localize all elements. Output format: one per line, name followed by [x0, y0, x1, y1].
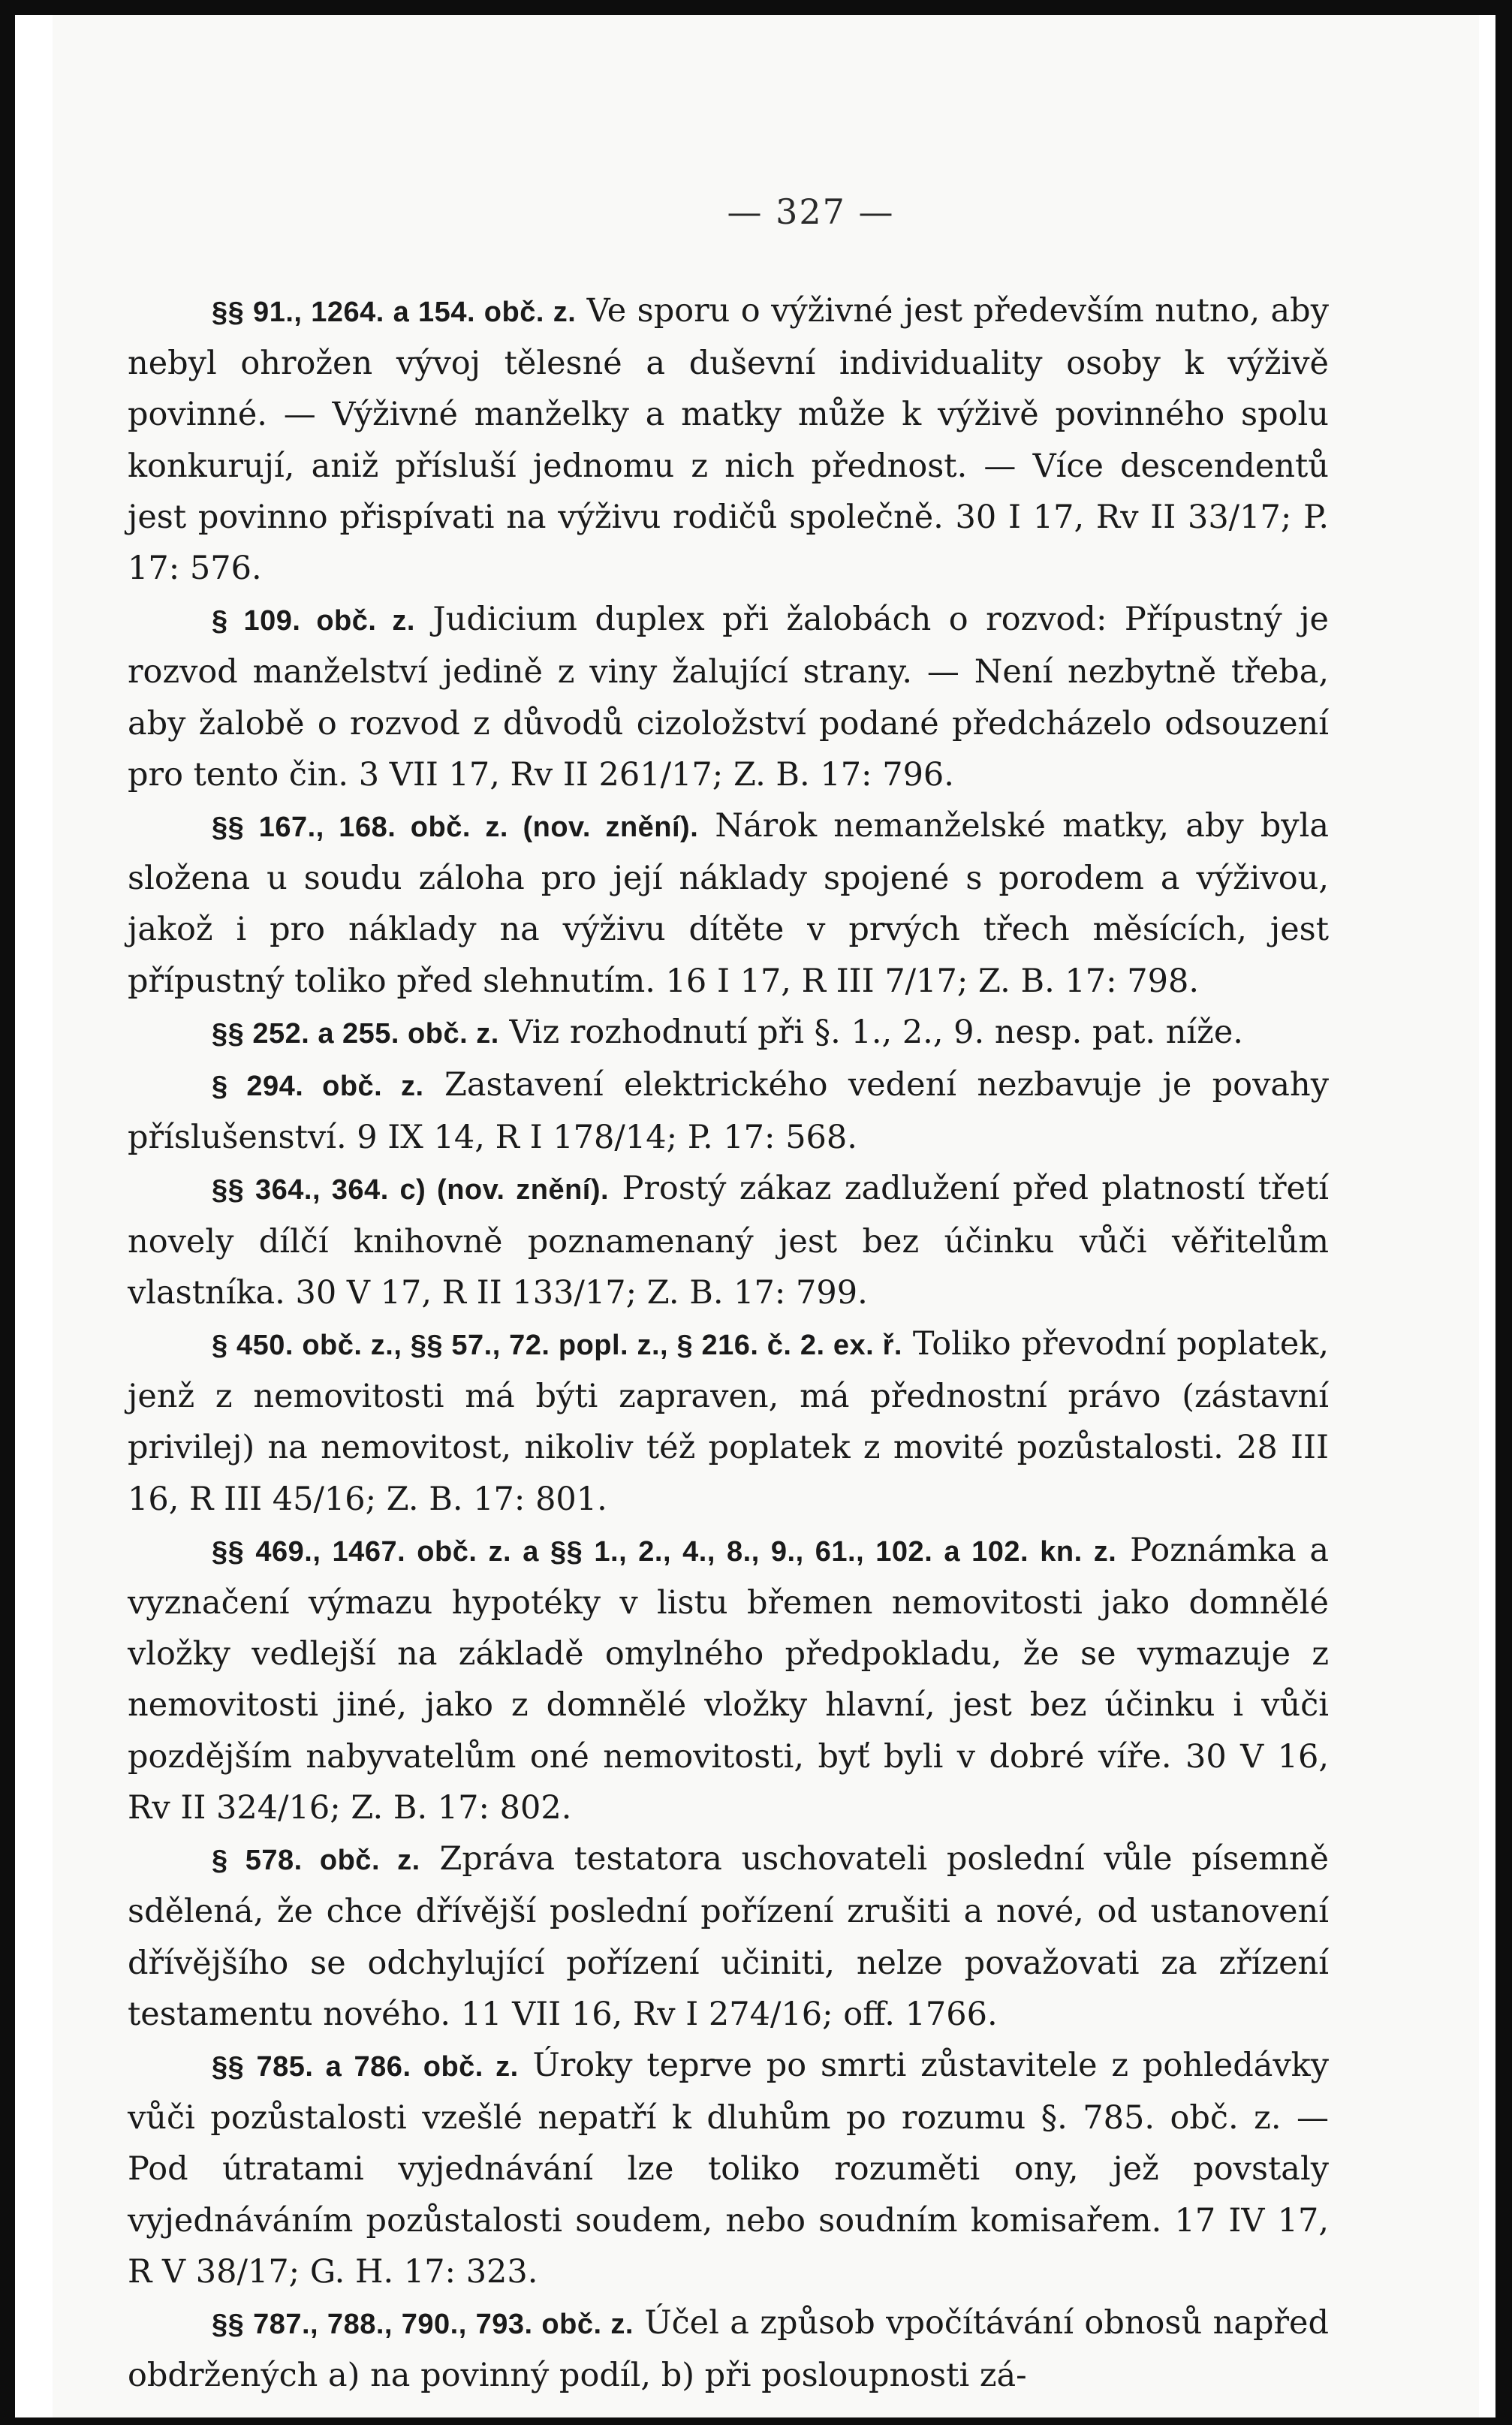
entry — [128, 2040, 1329, 2297]
entry-text: Toliko převodní poplatek, jenž z nemovitosti má býti zapraven, má přednostní právo (zástavní privilej) na nemovitost, nikoliv též poplatek z movité pozůstalosti. 28 III 16, R III 45/16; Z. B. 17: 801. — [128, 1325, 1329, 1518]
entry-reference: §§ 91., 1264. a 154. obč. z. — [212, 297, 577, 328]
entry-text: Zastavení elektrického vedení nezbavuje je povahy příslušenství. 9 IX 14, R I 178/14; P. 17: 568. — [128, 1066, 1329, 1157]
entry-reference: § 109. obč. z. — [212, 605, 415, 637]
entry-reference: §§ 167., 168. obč. z. (nov. znění). — [212, 812, 699, 844]
entry — [128, 1007, 1329, 1059]
entry-reference: § 294. obč. z. — [212, 1071, 424, 1103]
entry — [128, 2297, 1329, 2401]
entry — [128, 800, 1329, 1007]
entry-reference: §§ 364., 364. c) (nov. znění). — [212, 1174, 610, 1206]
entry — [128, 1525, 1329, 1833]
page-number: — 327 — — [727, 191, 895, 232]
entry — [128, 594, 1329, 800]
book-page — [53, 15, 1479, 2417]
entry-reference: §§ 785. a 786. obč. z. — [212, 2050, 519, 2083]
entry — [128, 1163, 1329, 1318]
entry-reference: §§ 252. a 255. obč. z. — [212, 1017, 499, 1050]
entry-reference: § 578. obč. z. — [212, 1845, 420, 1877]
entry-text: Nárok nemanželské matky, aby byla složena u soudu záloha pro její náklady spojené s porodem a výživou, jakož i pro náklady na výživu dítěte v prvých třech měsících, jest přípustný toliko před slehnutím. 16 I 17, R III 7/17; Z. B. 17: 798. — [128, 807, 1329, 1000]
entry-text: Viz rozhodnutí při §. 1., 2., 9. nesp. pat. níže. — [498, 1013, 1243, 1051]
entry-reference: §§ 787., 788., 790., 793. obč. z. — [212, 2308, 634, 2340]
entry-text: Poznámka a vyznačení výmazu hypotéky v listu břemen nemovitosti jako domnělé vložky vedlejší na základě omylného předpokladu, že se vymazuje z nemovitosti jiné, jako z domnělé vložky hlavní, jest bez účinku i vůči pozdějším nabyvatelům oné nemovitosti, byť byli v dobré víře. 30 V 16, Rv II 324/16; Z. B. 17: 802. — [128, 1531, 1329, 1827]
entry — [128, 1318, 1329, 1525]
entry-reference: § 450. obč. z., §§ 57., 72. popl. z., § 216. č. 2. ex. ř. — [212, 1330, 902, 1362]
entry-text: Úroky teprve po smrti zůstavitele z pohledávky vůči pozůstalosti vzešlé nepatří k dluhům po rozumu §. 785. obč. z. — Pod útratami vyjednávání lze toliko rozuměti ony, jež povstaly vyjednáváním pozůstalosti soudem, nebo soudním komisařem. 17 IV 17, R V 38/17; G. H. 17: 323. — [128, 2046, 1330, 2291]
entry — [128, 1833, 1329, 2040]
entry — [128, 285, 1329, 594]
entry-text: Účel a způsob vpočítávání obnosů napřed obdržených a) na povinný podíl, b) při posloupnosti zá- — [128, 2303, 1330, 2395]
entry — [128, 1059, 1329, 1163]
entry-text: Ve sporu o výživné jest především nutno, aby nebyl ohrožen vývoj tělesné a duševní individuality osoby k výživě povinné. — Výživné manželky a matky může k výživě povinného spolu konkurují, aniž přísluší jednomu z nich přednost. — Více descendentů jest povinno přispívati na výživu rodičů společně. 30 I 17, Rv II 33/17; P. 17: 576. — [128, 292, 1329, 588]
entry-text: Zpráva testatora uschovateli poslední vůle písemně sdělená, že chce dřívější poslední pořízení zrušiti a nové, od ustanovení dřívějšího se odchylující pořízení učiniti, nelze považovati za zřízení testamentu nového. 11 VII 16, Rv I 274/16; off. 1766. — [128, 1840, 1329, 2033]
entry-text: Prostý zákaz zadlužení před platností třetí novely dílčí knihovně poznamenaný jest bez účinku vůči věřitelům vlastníka. 30 V 17, R II 133/17; Z. B. 17: 799. — [128, 1170, 1329, 1312]
entry-text: Judicium duplex při žalobách o rozvod: Přípustný je rozvod manželství jedině z viny žalující strany. — Není nezbytně třeba, aby žalobě o rozvod z důvodů cizoložství podané předcházelo odsouzení pro tento čin. 3 VII 17, Rv II 261/17; Z. B. 17: 796. — [128, 601, 1329, 794]
text-block — [128, 285, 1329, 2401]
entry-reference: §§ 469., 1467. obč. z. a §§ 1., 2., 4., 8., 9., 61., 102. a 102. kn. z. — [212, 1535, 1117, 1568]
